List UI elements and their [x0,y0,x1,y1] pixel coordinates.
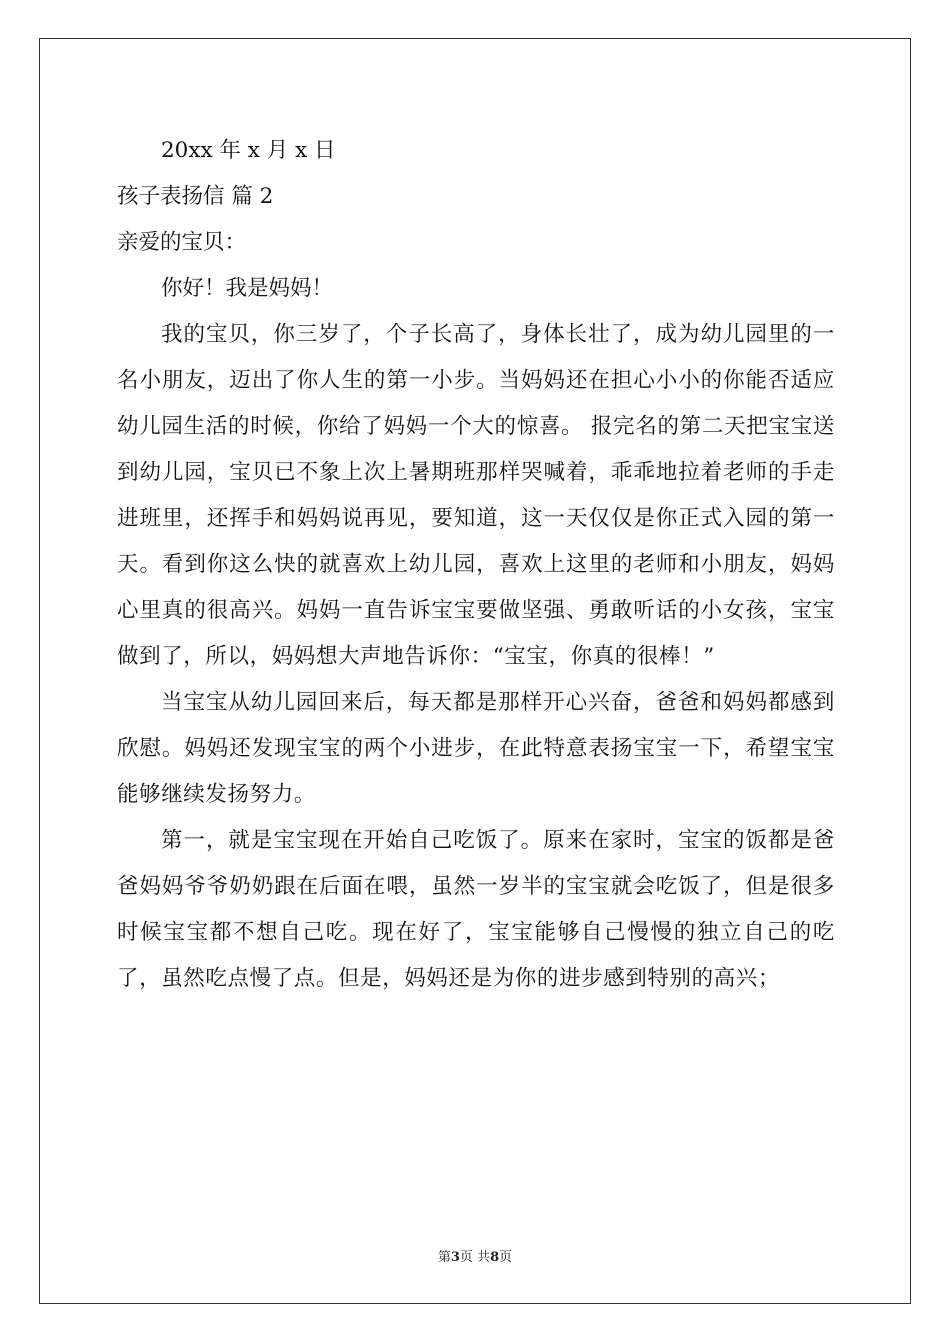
greeting: 你好！我是妈妈！ [161,276,334,301]
page-current: 3 [450,1250,460,1265]
paragraph-1: 我的宝贝，你三岁了，个子长高了，身体长壮了，成为幼儿园里的一名小朋友，迈出了你人生的第一小步。当妈妈还在担心小小的你能否适应幼儿园生活的时候，你给了妈妈一个大的惊喜。 报完名的第二天把宝宝送到幼儿园，宝贝已不象上次上暑期班那样哭喊着，乖乖地拉着老师的手走进班里，还挥手和妈妈说再见，要知道，这一天仅仅是你正式入园的第一天。看到你这么快的就喜欢上幼儿园，喜欢上这里的老师和小朋友，妈妈心里真的很高兴。妈妈一直告诉宝宝要做坚强、勇敢听话的小女孩，宝宝做到了，所以，妈妈想大声地告诉你：“宝宝，你真的很棒！” [117,322,835,669]
salutation: 亲爱的宝贝： [117,230,247,255]
page-suffix: 页 [499,1250,513,1265]
paragraph-3: 第一，就是宝宝现在开始自己吃饭了。原来在家时，宝宝的饭都是爸爸妈妈爷爷奶奶跟在后面在喂，虽然一岁半的宝宝就会吃饭了，但是很多时候宝宝都不想自己吃。现在好了，宝宝能够自己慢慢的独立自己的吃了，虽然吃点慢了点。但是，妈妈还是为你的进步感到特别的高兴； [117,828,835,991]
page-total: 8 [490,1250,500,1265]
paragraph-2: 当宝宝从幼儿园回来后，每天都是那样开心兴奋，爸爸和妈妈都感到欣慰。妈妈还发现宝宝的两个小进步，在此特意表扬宝宝一下，希望宝宝能够继续发扬努力。 [117,690,835,807]
page-number-footer [0,1246,950,1265]
section-title: 孩子表扬信 篇 2 [117,184,274,209]
date-line: 20xx 年 x 月 x 日 [161,138,336,163]
page-mid: 页 共 [459,1250,491,1265]
page-prefix: 第 [437,1250,451,1265]
document-body [117,128,835,1002]
